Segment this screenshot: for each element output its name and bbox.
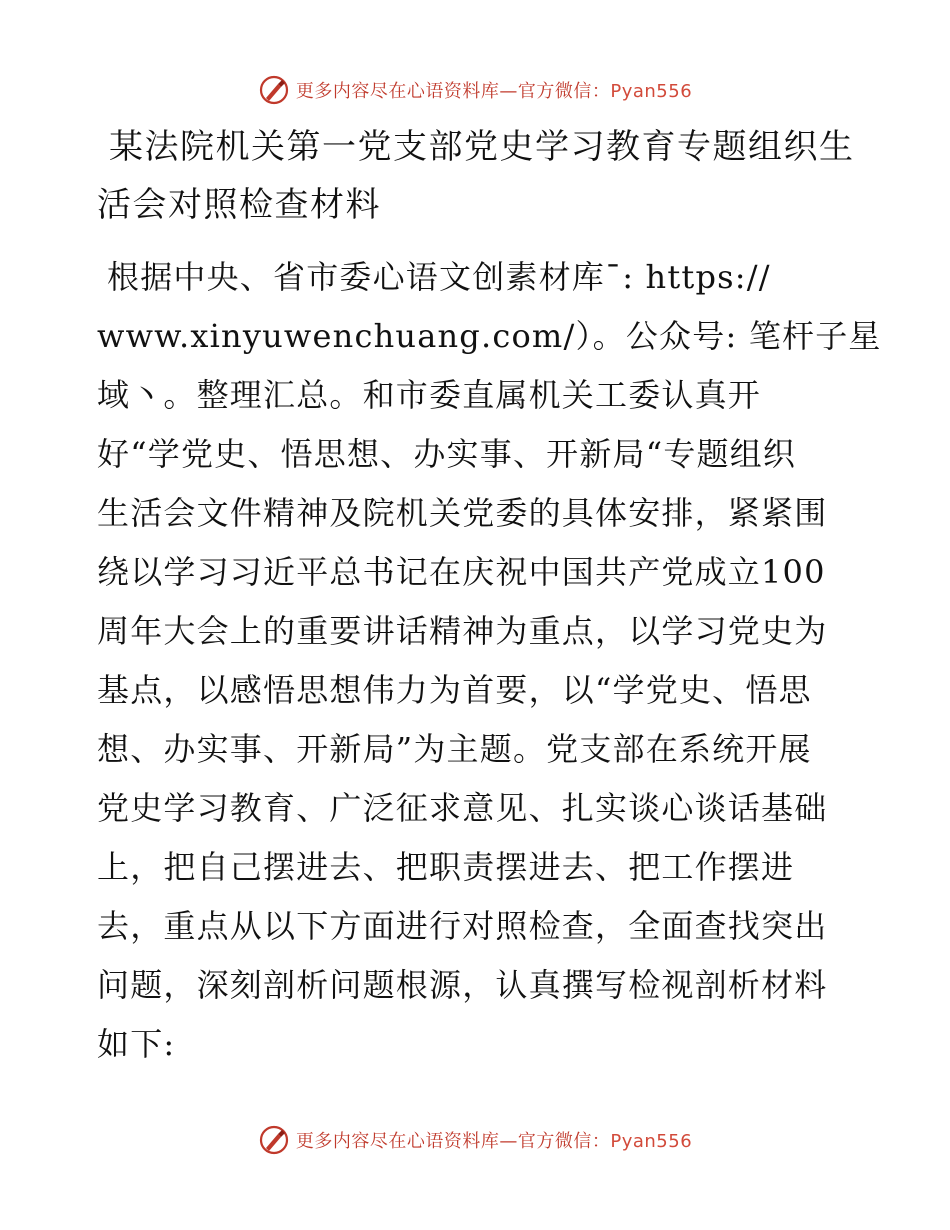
pen-logo-icon xyxy=(258,74,290,106)
watermark-text: 更多内容尽在心语资料库—官方微信：Pyan556 xyxy=(295,81,693,102)
body-line: 基点，以感悟思想伟力为首要，以“学党史、悟思 xyxy=(97,671,812,709)
body-line: 去，重点从以下方面进行对照检查，全面查找突出 xyxy=(97,907,828,945)
body-line: 问题，深刻剖析问题根源，认真撰写检视剖析材料 xyxy=(97,966,828,1004)
body-line: www.xinyuwenchuang.com/）。公众号: 笔杆子星 xyxy=(97,317,882,355)
body-line: 上，把自己摆进去、把职责摆进去、把工作摆进 xyxy=(97,848,795,886)
body-line: 党史学习教育、广泛征求意见、扎实谈心谈话基础 xyxy=(97,789,828,827)
document-title xyxy=(97,118,857,234)
body-line: 如下: xyxy=(97,1025,176,1063)
title-line: 某法院机关第一党支部党史学习教育专题组织生 xyxy=(109,127,855,167)
pen-logo-icon xyxy=(258,1124,290,1156)
watermark-text: 更多内容尽在心语资料库—官方微信：Pyan556 xyxy=(295,1131,693,1152)
footer-watermark-banner xyxy=(0,1120,950,1160)
body-line: 绕以学习习近平总书记在庆祝中国共产党成立100 xyxy=(97,553,826,591)
title-line: 活会对照检查材料 xyxy=(97,185,381,225)
body-line: 好“学党史、悟思想、办实事、开新局“专题组织 xyxy=(97,435,797,473)
body-line: 生活会文件精神及院机关党委的具体安排，紧紧围 xyxy=(97,494,828,532)
header-watermark-banner xyxy=(0,70,950,110)
body-line: 域丶。整理汇总。和市委直属机关工委认真开 xyxy=(97,376,762,414)
body-line: 想、办实事、开新局”为主题。党支部在系统开展 xyxy=(97,730,812,768)
body-line: 周年大会上的重要讲话精神为重点，以学习党史为 xyxy=(97,612,828,650)
body-line: 根据中央、省市委心语文创素材库¯: https:// xyxy=(107,258,771,296)
document-body xyxy=(97,248,882,1074)
